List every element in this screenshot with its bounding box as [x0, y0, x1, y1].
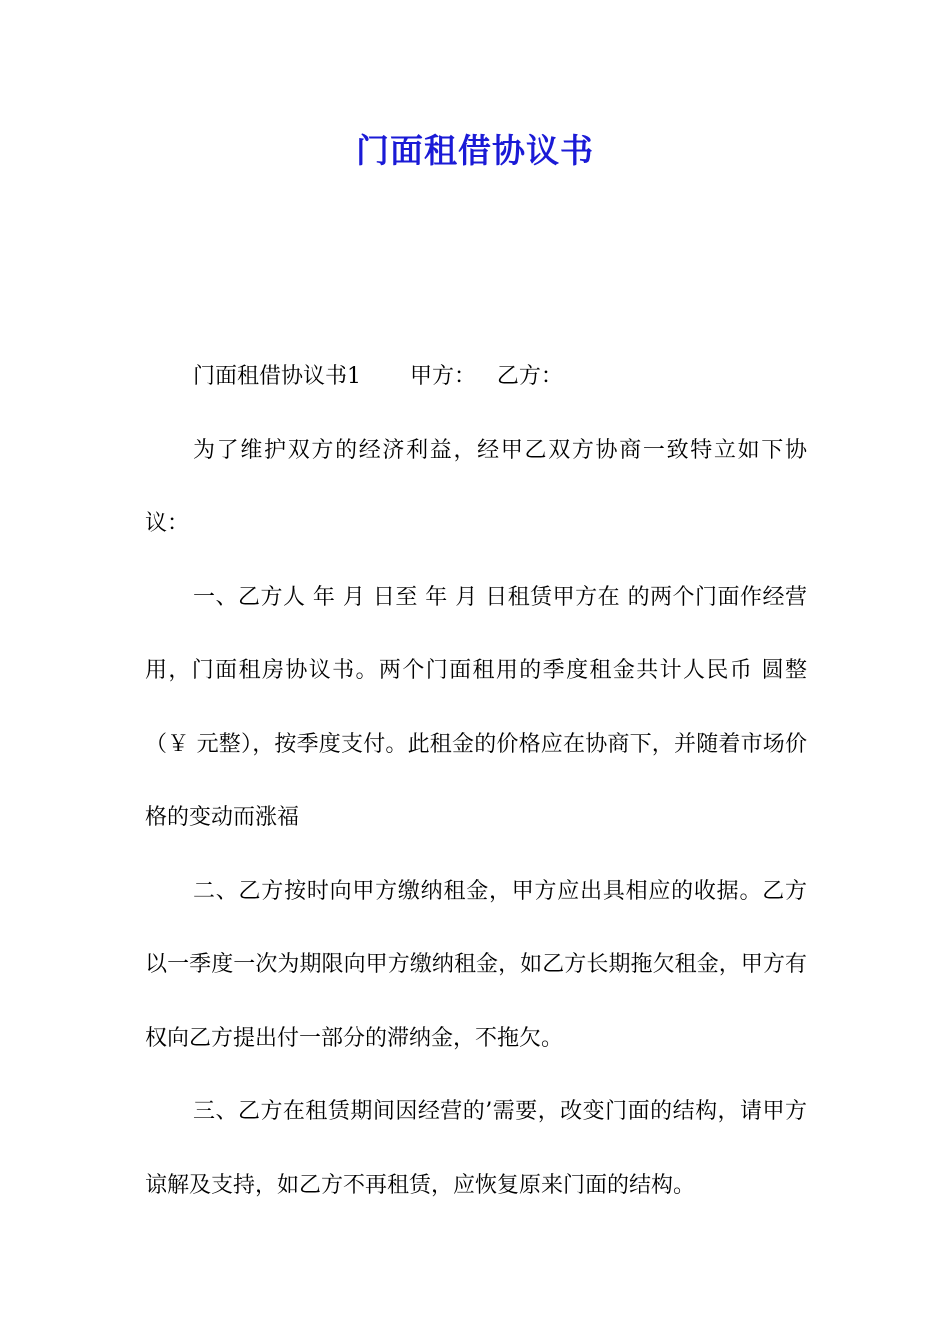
parties-line: 门面租借协议书1 甲方： 乙方： — [193, 364, 563, 389]
document-title: 门面租借协议书 — [356, 131, 594, 170]
document-body — [145, 340, 807, 1222]
paragraph-clause-3: 三、乙方在租赁期间因经营的’需要，改变门面的结构，请甲方谅解及支持，如乙方不再租赁，应恢复原来门面的结构。 — [145, 1099, 807, 1198]
paragraph-clause-1: 一、乙方人 年 月 日至 年 月 日租赁甲方在 的两个门面作经营用，门面租房协议书。两个门面租用的季度租金共计人民币 圆整（￥ 元整），按季度支付。此租金的价格应在协商下，并随着市场价格的变动而涨福 — [145, 584, 807, 830]
paragraph-clause-2: 二、乙方按时向甲方缴纳租金，甲方应出具相应的收据。乙方以一季度一次为期限向甲方缴纳租金，如乙方长期拖欠租金，甲方有权向乙方提出付一部分的滞纳金，不拖欠。 — [145, 878, 807, 1051]
paragraph-intro: 为了维护双方的经济利益，经甲乙双方协商一致特立如下协议： — [145, 437, 807, 536]
